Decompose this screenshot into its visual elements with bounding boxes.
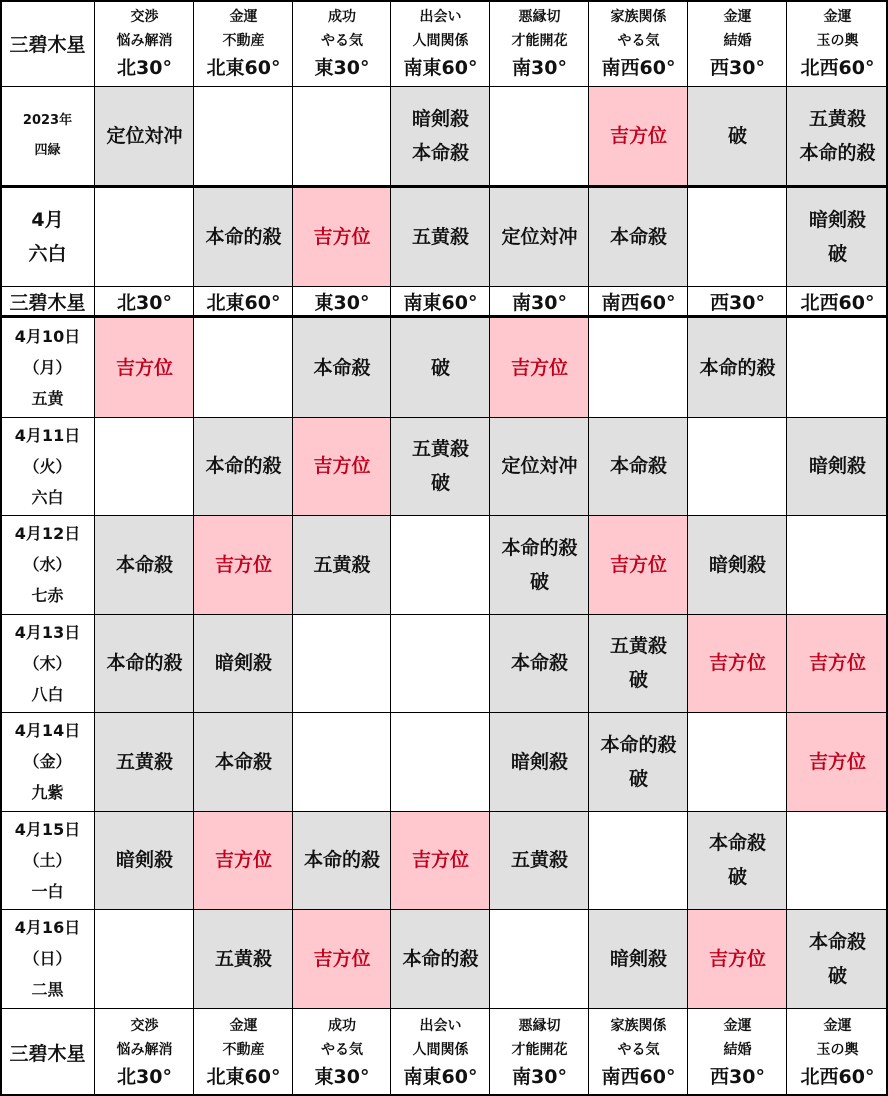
day-row-3-cell-4 bbox=[490, 614, 589, 712]
direction-degree: 南30° bbox=[512, 1066, 567, 1088]
day-row-6-label bbox=[0, 909, 95, 1008]
bottom-direction-1 bbox=[194, 1008, 293, 1096]
day-row-5-label-line: 4月15日 bbox=[14, 819, 81, 839]
direction-degree: 南30° bbox=[512, 291, 567, 314]
misfortune-mark: 暗剣殺 bbox=[510, 750, 568, 773]
day-row-2-label bbox=[0, 515, 95, 614]
misfortune-mark: 五黄殺 bbox=[609, 635, 667, 657]
day-row-6-label-line: 二黒 bbox=[31, 980, 64, 999]
year-row-cell-2 bbox=[293, 86, 391, 185]
misfortune-mark: 本命殺 bbox=[313, 356, 371, 379]
misfortune-mark: 本命殺 bbox=[808, 930, 866, 953]
misfortune-mark: 五黄殺 bbox=[808, 107, 866, 130]
day-row-4-cell-4 bbox=[490, 712, 589, 811]
day-row-0-cell-5 bbox=[589, 318, 688, 417]
misfortune-mark: 暗剣殺 bbox=[609, 947, 667, 970]
lucky-direction-mark: 吉方位 bbox=[609, 124, 667, 147]
day-row-2-label-line: 4月12日 bbox=[14, 524, 81, 543]
day-row-0-cell-4 bbox=[490, 318, 589, 417]
direction-degree: 北西60° bbox=[800, 57, 875, 79]
column-divider bbox=[687, 0, 688, 1096]
day-row-1-label-line: （火） bbox=[23, 456, 72, 476]
star-label: 三碧木星 bbox=[9, 291, 86, 314]
top-star-label bbox=[0, 0, 95, 86]
month-row-label bbox=[0, 188, 95, 286]
bottom-direction-7 bbox=[787, 1008, 888, 1096]
day-row-3-cell-7 bbox=[787, 614, 888, 712]
day-row-5-cell-1 bbox=[194, 811, 293, 909]
direction-theme: 金運 bbox=[823, 9, 852, 25]
lucky-direction-mark: 吉方位 bbox=[115, 356, 173, 379]
day-row-3-label-line: 八白 bbox=[31, 684, 64, 704]
month-row-cell-7 bbox=[787, 188, 888, 286]
misfortune-mark: 暗剣殺 bbox=[411, 107, 469, 130]
misfortune-mark: 本命的殺 bbox=[106, 652, 183, 674]
direction-degree: 南東60° bbox=[403, 291, 478, 314]
day-row-4-cell-1 bbox=[194, 712, 293, 811]
misfortune-mark: 本命殺 bbox=[708, 832, 766, 854]
misfortune-mark: 破 bbox=[827, 243, 847, 265]
bottom-direction-6 bbox=[688, 1008, 787, 1096]
year-row-cell-3 bbox=[391, 86, 490, 185]
day-row-6-cell-0 bbox=[95, 909, 194, 1008]
direction-degree: 西30° bbox=[710, 291, 765, 314]
day-row-5-cell-2 bbox=[293, 811, 391, 909]
day-row-6-cell-6 bbox=[688, 909, 787, 1008]
star-label: 三碧木星 bbox=[9, 1042, 86, 1065]
row-divider bbox=[0, 1008, 888, 1009]
day-row-5-label-line: （土） bbox=[23, 850, 72, 870]
day-row-3-cell-3 bbox=[391, 614, 490, 712]
direction-theme: 才能開花 bbox=[511, 1042, 568, 1058]
bottom-direction-4 bbox=[490, 1008, 589, 1096]
direction-degree: 北東60° bbox=[206, 57, 281, 79]
misfortune-mark: 破 bbox=[727, 124, 747, 147]
year-row-label bbox=[0, 86, 95, 185]
day-row-1-label bbox=[0, 417, 95, 515]
misfortune-mark: 定位対冲 bbox=[106, 124, 183, 147]
direction-theme: 人間関係 bbox=[412, 1042, 469, 1058]
day-row-1-cell-1 bbox=[194, 417, 293, 515]
day-row-6-cell-1 bbox=[194, 909, 293, 1008]
top-direction-7 bbox=[787, 0, 888, 86]
day-row-1-label-line: 六白 bbox=[31, 487, 64, 507]
day-row-0-cell-6 bbox=[688, 318, 787, 417]
day-row-2-label-line: 七赤 bbox=[31, 586, 64, 605]
day-row-2-cell-0 bbox=[95, 515, 194, 614]
lucky-direction-mark: 吉方位 bbox=[510, 356, 568, 379]
misfortune-mark: 本命的殺 bbox=[799, 141, 876, 164]
misfortune-mark: 本命殺 bbox=[609, 455, 667, 477]
misfortune-mark: 破 bbox=[628, 767, 648, 790]
misfortune-mark: 破 bbox=[430, 472, 450, 494]
year-row-label-line: 四緑 bbox=[34, 142, 61, 158]
day-row-1-cell-4 bbox=[490, 417, 589, 515]
top-direction-5 bbox=[589, 0, 688, 86]
misfortune-mark: 本命的殺 bbox=[600, 733, 677, 756]
row-divider bbox=[0, 811, 888, 812]
misfortune-mark: 本命的殺 bbox=[501, 536, 578, 559]
day-row-3-label-line: 4月13日 bbox=[14, 622, 81, 642]
misfortune-mark: 定位対冲 bbox=[501, 226, 578, 248]
year-row-cell-4 bbox=[490, 86, 589, 185]
column-divider bbox=[786, 0, 787, 1096]
misfortune-mark: 本命的殺 bbox=[699, 356, 776, 379]
day-row-0-label-line: （月） bbox=[23, 358, 72, 377]
direction-theme: 金運 bbox=[723, 9, 752, 25]
misfortune-mark: 破 bbox=[628, 669, 648, 691]
section-divider bbox=[0, 315, 888, 318]
misfortune-mark: 暗剣殺 bbox=[808, 455, 866, 477]
direction-theme: 人間関係 bbox=[412, 33, 469, 49]
day-row-4-label-line: （金） bbox=[23, 752, 72, 771]
day-row-5-cell-0 bbox=[95, 811, 194, 909]
direction-theme: やる気 bbox=[321, 33, 363, 49]
mid-direction-1 bbox=[194, 286, 293, 316]
direction-theme: 悩み解消 bbox=[116, 33, 173, 49]
misfortune-mark: 五黄殺 bbox=[214, 947, 272, 970]
day-row-5-label-line: 一白 bbox=[31, 881, 64, 901]
misfortune-mark: 破 bbox=[430, 356, 450, 379]
direction-theme: 交渉 bbox=[130, 9, 159, 25]
day-row-1-cell-7 bbox=[787, 417, 888, 515]
direction-theme: 金運 bbox=[229, 9, 258, 25]
day-row-6-cell-3 bbox=[391, 909, 490, 1008]
direction-degree: 東30° bbox=[314, 291, 370, 314]
star-label: 三碧木星 bbox=[9, 33, 86, 56]
day-row-0-cell-0 bbox=[95, 318, 194, 417]
direction-theme: やる気 bbox=[617, 33, 660, 49]
direction-degree: 東30° bbox=[314, 57, 370, 79]
day-row-2-cell-1 bbox=[194, 515, 293, 614]
month-row-cell-5 bbox=[589, 188, 688, 286]
misfortune-mark: 暗剣殺 bbox=[115, 849, 173, 871]
day-row-4-label-line: 九紫 bbox=[31, 783, 64, 802]
direction-theme: 成功 bbox=[328, 1018, 356, 1034]
day-row-0-label bbox=[0, 318, 95, 417]
lucky-direction-mark: 吉方位 bbox=[708, 652, 766, 674]
top-direction-3 bbox=[391, 0, 490, 86]
day-row-0-cell-1 bbox=[194, 318, 293, 417]
direction-theme: 成功 bbox=[328, 9, 356, 25]
day-row-1-label-line: 4月11日 bbox=[14, 425, 81, 445]
month-row-cell-6 bbox=[688, 188, 787, 286]
day-row-6-cell-7 bbox=[787, 909, 888, 1008]
month-row-label-line: 4月 bbox=[31, 209, 64, 231]
mid-direction-0 bbox=[95, 286, 194, 316]
direction-degree: 北東60° bbox=[206, 1066, 281, 1088]
day-row-3-cell-0 bbox=[95, 614, 194, 712]
day-row-0-label-line: 五黄 bbox=[31, 389, 64, 408]
year-row-cell-7 bbox=[787, 86, 888, 185]
month-row-cell-1 bbox=[194, 188, 293, 286]
day-row-2-cell-2 bbox=[293, 515, 391, 614]
column-divider bbox=[193, 0, 194, 1096]
direction-theme: 家族関係 bbox=[610, 1018, 667, 1034]
day-row-6-cell-4 bbox=[490, 909, 589, 1008]
day-row-1-cell-0 bbox=[95, 417, 194, 515]
month-row-cell-3 bbox=[391, 188, 490, 286]
day-row-5-label bbox=[0, 811, 95, 909]
direction-degree: 北30° bbox=[117, 57, 172, 79]
day-row-3-cell-6 bbox=[688, 614, 787, 712]
misfortune-mark: 五黄殺 bbox=[313, 553, 371, 576]
mid-direction-6 bbox=[688, 286, 787, 316]
row-divider bbox=[0, 712, 888, 713]
misfortune-mark: 本命殺 bbox=[609, 226, 667, 248]
day-row-1-cell-3 bbox=[391, 417, 490, 515]
misfortune-mark: 破 bbox=[529, 570, 549, 593]
day-row-4-cell-3 bbox=[391, 712, 490, 811]
month-row-label-line: 六白 bbox=[28, 243, 67, 265]
mid-star-label bbox=[0, 286, 95, 316]
year-row-cell-0 bbox=[95, 86, 194, 185]
day-row-4-cell-2 bbox=[293, 712, 391, 811]
direction-theme: 玉の輿 bbox=[816, 33, 859, 49]
month-row-cell-4 bbox=[490, 188, 589, 286]
direction-theme: やる気 bbox=[321, 1042, 363, 1058]
direction-degree: 南30° bbox=[512, 57, 567, 79]
mid-direction-5 bbox=[589, 286, 688, 316]
direction-theme: 交渉 bbox=[130, 1018, 159, 1034]
misfortune-mark: 定位対冲 bbox=[501, 455, 578, 477]
day-row-5-cell-7 bbox=[787, 811, 888, 909]
direction-theme: 悩み解消 bbox=[116, 1042, 173, 1058]
day-row-2-cell-3 bbox=[391, 515, 490, 614]
direction-degree: 北30° bbox=[117, 291, 172, 314]
day-row-6-label-line: （日） bbox=[23, 949, 72, 968]
direction-theme: 才能開花 bbox=[511, 33, 568, 49]
direction-degree: 西30° bbox=[710, 57, 765, 79]
direction-theme: 金運 bbox=[723, 1018, 752, 1034]
top-direction-1 bbox=[194, 0, 293, 86]
lucky-direction-mark: 吉方位 bbox=[808, 750, 866, 773]
direction-theme: 不動産 bbox=[222, 33, 265, 49]
misfortune-mark: 本命的殺 bbox=[303, 849, 380, 871]
row-divider bbox=[0, 614, 888, 615]
direction-degree: 南西60° bbox=[601, 291, 676, 314]
row-divider bbox=[0, 417, 888, 418]
day-row-4-cell-6 bbox=[688, 712, 787, 811]
year-row-cell-6 bbox=[688, 86, 787, 185]
direction-degree: 北西60° bbox=[800, 291, 875, 314]
direction-theme: 悪縁切 bbox=[518, 9, 561, 25]
day-row-4-cell-0 bbox=[95, 712, 194, 811]
lucky-direction-mark: 吉方位 bbox=[313, 226, 371, 248]
lucky-direction-mark: 吉方位 bbox=[708, 947, 766, 970]
lucky-direction-mark: 吉方位 bbox=[214, 553, 272, 576]
day-row-4-label bbox=[0, 712, 95, 811]
direction-theme: 悪縁切 bbox=[518, 1018, 561, 1034]
row-divider bbox=[0, 515, 888, 516]
misfortune-mark: 本命殺 bbox=[411, 141, 469, 164]
day-row-6-cell-2 bbox=[293, 909, 391, 1008]
day-row-2-cell-7 bbox=[787, 515, 888, 614]
day-row-4-label-line: 4月14日 bbox=[14, 721, 81, 740]
column-divider bbox=[588, 0, 589, 1096]
mid-direction-3 bbox=[391, 286, 490, 316]
day-row-2-cell-5 bbox=[589, 515, 688, 614]
direction-theme: 家族関係 bbox=[610, 9, 667, 25]
mid-direction-4 bbox=[490, 286, 589, 316]
direction-theme: 出会い bbox=[419, 9, 462, 25]
day-row-4-cell-7 bbox=[787, 712, 888, 811]
lucky-direction-mark: 吉方位 bbox=[313, 947, 371, 970]
day-row-5-cell-3 bbox=[391, 811, 490, 909]
day-row-2-cell-4 bbox=[490, 515, 589, 614]
misfortune-mark: 破 bbox=[827, 964, 847, 987]
day-row-6-label-line: 4月16日 bbox=[14, 918, 81, 937]
misfortune-mark: 五黄殺 bbox=[510, 849, 568, 871]
month-row-cell-0 bbox=[95, 188, 194, 286]
direction-degree: 北西60° bbox=[800, 1066, 875, 1088]
direction-theme: 玉の輿 bbox=[816, 1042, 859, 1058]
misfortune-mark: 暗剣殺 bbox=[708, 553, 766, 576]
misfortune-mark: 五黄殺 bbox=[411, 226, 469, 248]
lucky-direction-mark: 吉方位 bbox=[214, 849, 272, 871]
column-divider bbox=[292, 0, 293, 1096]
mid-direction-2 bbox=[293, 286, 391, 316]
misfortune-mark: 本命殺 bbox=[115, 553, 173, 576]
top-direction-0 bbox=[95, 0, 194, 86]
top-direction-4 bbox=[490, 0, 589, 86]
day-row-4-cell-5 bbox=[589, 712, 688, 811]
bottom-direction-5 bbox=[589, 1008, 688, 1096]
misfortune-mark: 破 bbox=[727, 866, 747, 888]
day-row-6-cell-5 bbox=[589, 909, 688, 1008]
misfortune-mark: 本命的殺 bbox=[205, 226, 282, 248]
row-divider bbox=[0, 86, 888, 87]
direction-theme: 金運 bbox=[229, 1018, 258, 1034]
direction-degree: 西30° bbox=[710, 1066, 765, 1088]
day-row-3-cell-1 bbox=[194, 614, 293, 712]
misfortune-mark: 本命的殺 bbox=[402, 947, 479, 970]
day-row-2-cell-6 bbox=[688, 515, 787, 614]
day-row-0-cell-3 bbox=[391, 318, 490, 417]
column-divider bbox=[390, 0, 391, 1096]
day-row-5-cell-5 bbox=[589, 811, 688, 909]
day-row-0-label-line: 4月10日 bbox=[14, 327, 81, 346]
direction-theme: 結婚 bbox=[723, 33, 752, 49]
direction-theme: 結婚 bbox=[723, 1042, 752, 1058]
day-row-3-cell-2 bbox=[293, 614, 391, 712]
misfortune-mark: 五黄殺 bbox=[411, 438, 469, 460]
direction-theme: やる気 bbox=[617, 1042, 660, 1058]
direction-degree: 南西60° bbox=[601, 1066, 676, 1088]
direction-degree: 南西60° bbox=[601, 57, 676, 79]
direction-degree: 南東60° bbox=[403, 1066, 478, 1088]
day-row-1-cell-6 bbox=[688, 417, 787, 515]
mid-direction-7 bbox=[787, 286, 888, 316]
column-divider bbox=[489, 0, 490, 1096]
day-row-5-cell-4 bbox=[490, 811, 589, 909]
bottom-star-label bbox=[0, 1008, 95, 1096]
top-direction-6 bbox=[688, 0, 787, 86]
direction-degree: 北東60° bbox=[206, 291, 281, 314]
day-row-2-label-line: （水） bbox=[23, 555, 72, 574]
misfortune-mark: 暗剣殺 bbox=[214, 652, 272, 674]
bottom-direction-2 bbox=[293, 1008, 391, 1096]
day-row-5-cell-6 bbox=[688, 811, 787, 909]
top-direction-2 bbox=[293, 0, 391, 86]
row-divider bbox=[0, 909, 888, 910]
day-row-1-cell-5 bbox=[589, 417, 688, 515]
lucky-direction-mark: 吉方位 bbox=[808, 652, 866, 674]
misfortune-mark: 暗剣殺 bbox=[808, 209, 866, 231]
direction-degree: 北30° bbox=[117, 1066, 172, 1088]
day-row-0-cell-7 bbox=[787, 318, 888, 417]
direction-degree: 南東60° bbox=[403, 57, 478, 79]
misfortune-mark: 本命殺 bbox=[510, 652, 568, 674]
day-row-0-cell-2 bbox=[293, 318, 391, 417]
bottom-direction-3 bbox=[391, 1008, 490, 1096]
column-divider bbox=[94, 0, 95, 1096]
month-row-cell-2 bbox=[293, 188, 391, 286]
lucky-direction-mark: 吉方位 bbox=[411, 849, 469, 871]
misfortune-mark: 本命殺 bbox=[214, 750, 272, 773]
misfortune-mark: 本命的殺 bbox=[205, 455, 282, 477]
day-row-3-cell-5 bbox=[589, 614, 688, 712]
direction-theme: 出会い bbox=[419, 1018, 462, 1034]
lucky-direction-mark: 吉方位 bbox=[609, 553, 667, 576]
year-row-cell-5 bbox=[589, 86, 688, 185]
bottom-direction-0 bbox=[95, 1008, 194, 1096]
section-divider bbox=[0, 185, 888, 188]
row-divider bbox=[0, 286, 888, 287]
direction-degree: 東30° bbox=[314, 1066, 370, 1088]
day-row-3-label bbox=[0, 614, 95, 712]
direction-theme: 不動産 bbox=[222, 1042, 265, 1058]
day-row-3-label-line: （木） bbox=[23, 653, 72, 673]
lucky-direction-mark: 吉方位 bbox=[313, 455, 371, 477]
year-row-cell-1 bbox=[194, 86, 293, 185]
misfortune-mark: 五黄殺 bbox=[115, 750, 173, 773]
day-row-1-cell-2 bbox=[293, 417, 391, 515]
year-row-label-line: 2023年 bbox=[22, 112, 73, 128]
direction-theme: 金運 bbox=[823, 1018, 852, 1034]
